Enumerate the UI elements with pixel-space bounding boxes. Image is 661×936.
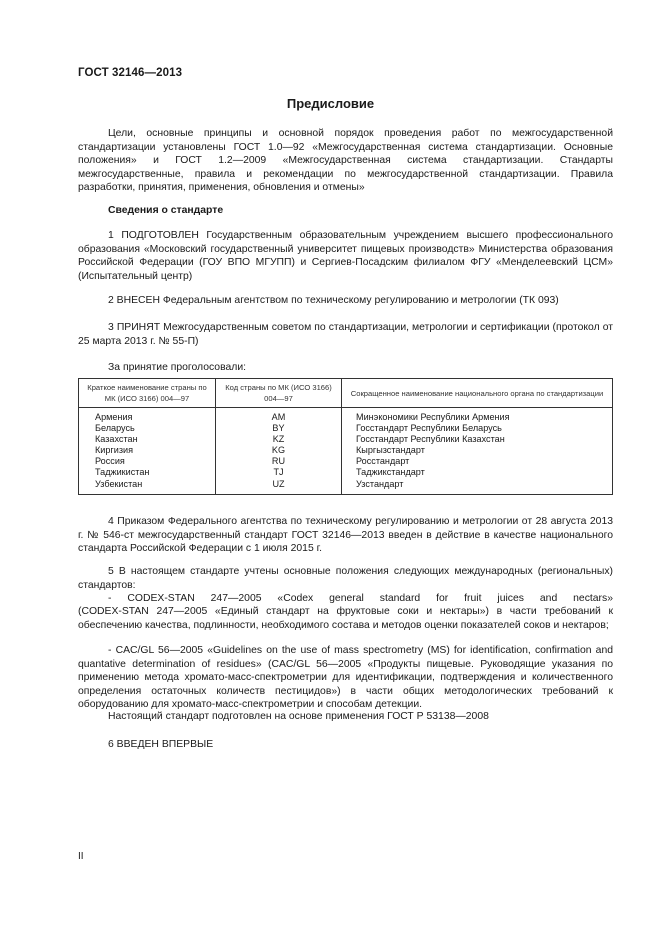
- info-heading: Сведения о стандарте: [108, 205, 224, 216]
- item-5-codex-stan: - CODEX-STAN 247—2005 «Codex general standard for fruit juices and nectars»: [108, 593, 613, 604]
- voting-table: [78, 378, 613, 495]
- item-4: 4 Приказом Федерального агентства по техническому регулированию и метрологии от 28 августа 2013 г. № 546-ст межгосударственный стандарт ГОСТ 32146—2013 введен в действие в качестве национального стандарта Российской Федерации с 1 июля 2015 г.: [78, 516, 613, 555]
- table-header-cell: Код страны по МК (ИСО 3166) 004—97: [216, 379, 342, 408]
- country-code: RU: [216, 456, 342, 467]
- table-header-cell: Сокращенное наименование национального органа по стандартизации: [342, 379, 613, 408]
- country-name: Узбекистан: [79, 479, 216, 495]
- item-3: 3 ПРИНЯТ Межгосударственным советом по стандартизации, метрологии и сертификации (протокол от 25 марта 2013 г. № 55-П): [78, 322, 613, 347]
- item-5-cac-gl: - CAC/GL 56—2005 «Guidelines on the use of mass spectrometry (MS) for identification, confirmation and quantative determination of residues» (CAC/GL 56—2005 «Продукты пищевые. Руководящие указания по применению метода хромато-масс-спектрометрии для идентификации, подтверждения и количественного определения остаточных количеств пестицидов») в части общих методологических требований к оборудованию для хромато-масс-спектрометрии и способам детекции.: [78, 645, 613, 711]
- item-6: 6 ВВЕДЕН ВПЕРВЫЕ: [108, 739, 214, 750]
- table-row: [79, 479, 613, 495]
- country-code: KZ: [216, 434, 342, 445]
- standards-body: Госстандарт Республики Беларусь: [342, 423, 613, 434]
- standards-body: Госстандарт Республики Казахстан: [342, 434, 613, 445]
- standards-body: Минэкономики Республики Армения: [342, 408, 613, 424]
- table-row: [79, 456, 613, 467]
- table-header-cell: Краткое наименование страны по МК (ИСО 3166) 004—97: [79, 379, 216, 408]
- country-code: AM: [216, 408, 342, 424]
- intro-paragraph: Цели, основные принципы и основной порядок проведения работ по межгосударственной стандартизации установлены ГОСТ 1.0—92 «Межгосударственная система стандартизации. Основные положения» и ГОСТ 1.2—2009 «Межгосударственная система стандартизации. Стандарты межгосударственные, правила и рекомендации по межгосударственной стандартизации. Правила разработки, принятия, применения, обновления и отмены»: [78, 128, 613, 194]
- item-1: 1 ПОДГОТОВЛЕН Государственным образовательным учреждением высшего профессионального образования «Московский государственный университет пищевых производств» Министерства образования Российской Федерации (ГОУ ВПО МГУПП) и Сергиев-Посадским филиалом ФГУ «Менделеевский ЦСМ» (Испытательный центр): [78, 230, 613, 282]
- table-row: [79, 467, 613, 478]
- table-row: [79, 408, 613, 424]
- standards-body: Кыргызстандарт: [342, 445, 613, 456]
- standards-body: Узстандарт: [342, 479, 613, 495]
- item-5-basis: Настоящий стандарт подготовлен на основе применения ГОСТ Р 53138—2008: [108, 711, 489, 722]
- table-header-row: [79, 379, 613, 408]
- country-name: Армения: [79, 408, 216, 424]
- table-row: [79, 445, 613, 456]
- standards-body: Таджикстандарт: [342, 467, 613, 478]
- table-row: [79, 434, 613, 445]
- country-code: TJ: [216, 467, 342, 478]
- country-code: UZ: [216, 479, 342, 495]
- country-name: Беларусь: [79, 423, 216, 434]
- country-name: Казахстан: [79, 434, 216, 445]
- item-5-codex-stan-cont: (CODEX-STAN 247—2005 «Единый стандарт на фруктовые соки и нектары») в части требований к обеспечению качества, подлинности, необходимого состава и методов оценки показателей соков и нектаров;: [78, 606, 613, 631]
- voted-label: За принятие проголосовали:: [108, 362, 247, 373]
- page-number: II: [78, 851, 84, 862]
- country-code: BY: [216, 423, 342, 434]
- table-row: [79, 423, 613, 434]
- country-name: Россия: [79, 456, 216, 467]
- country-name: Таджикистан: [79, 467, 216, 478]
- country-code: KG: [216, 445, 342, 456]
- standards-body: Росстандарт: [342, 456, 613, 467]
- document-header: ГОСТ 32146—2013: [78, 67, 183, 79]
- page-title: Предисловие: [286, 96, 375, 111]
- country-name: Киргизия: [79, 445, 216, 456]
- item-2: 2 ВНЕСЕН Федеральным агентством по техническому регулированию и метрологии (ТК 093): [108, 295, 559, 306]
- item-5: 5 В настоящем стандарте учтены основные положения следующих международных (региональных) стандартов:: [78, 566, 613, 591]
